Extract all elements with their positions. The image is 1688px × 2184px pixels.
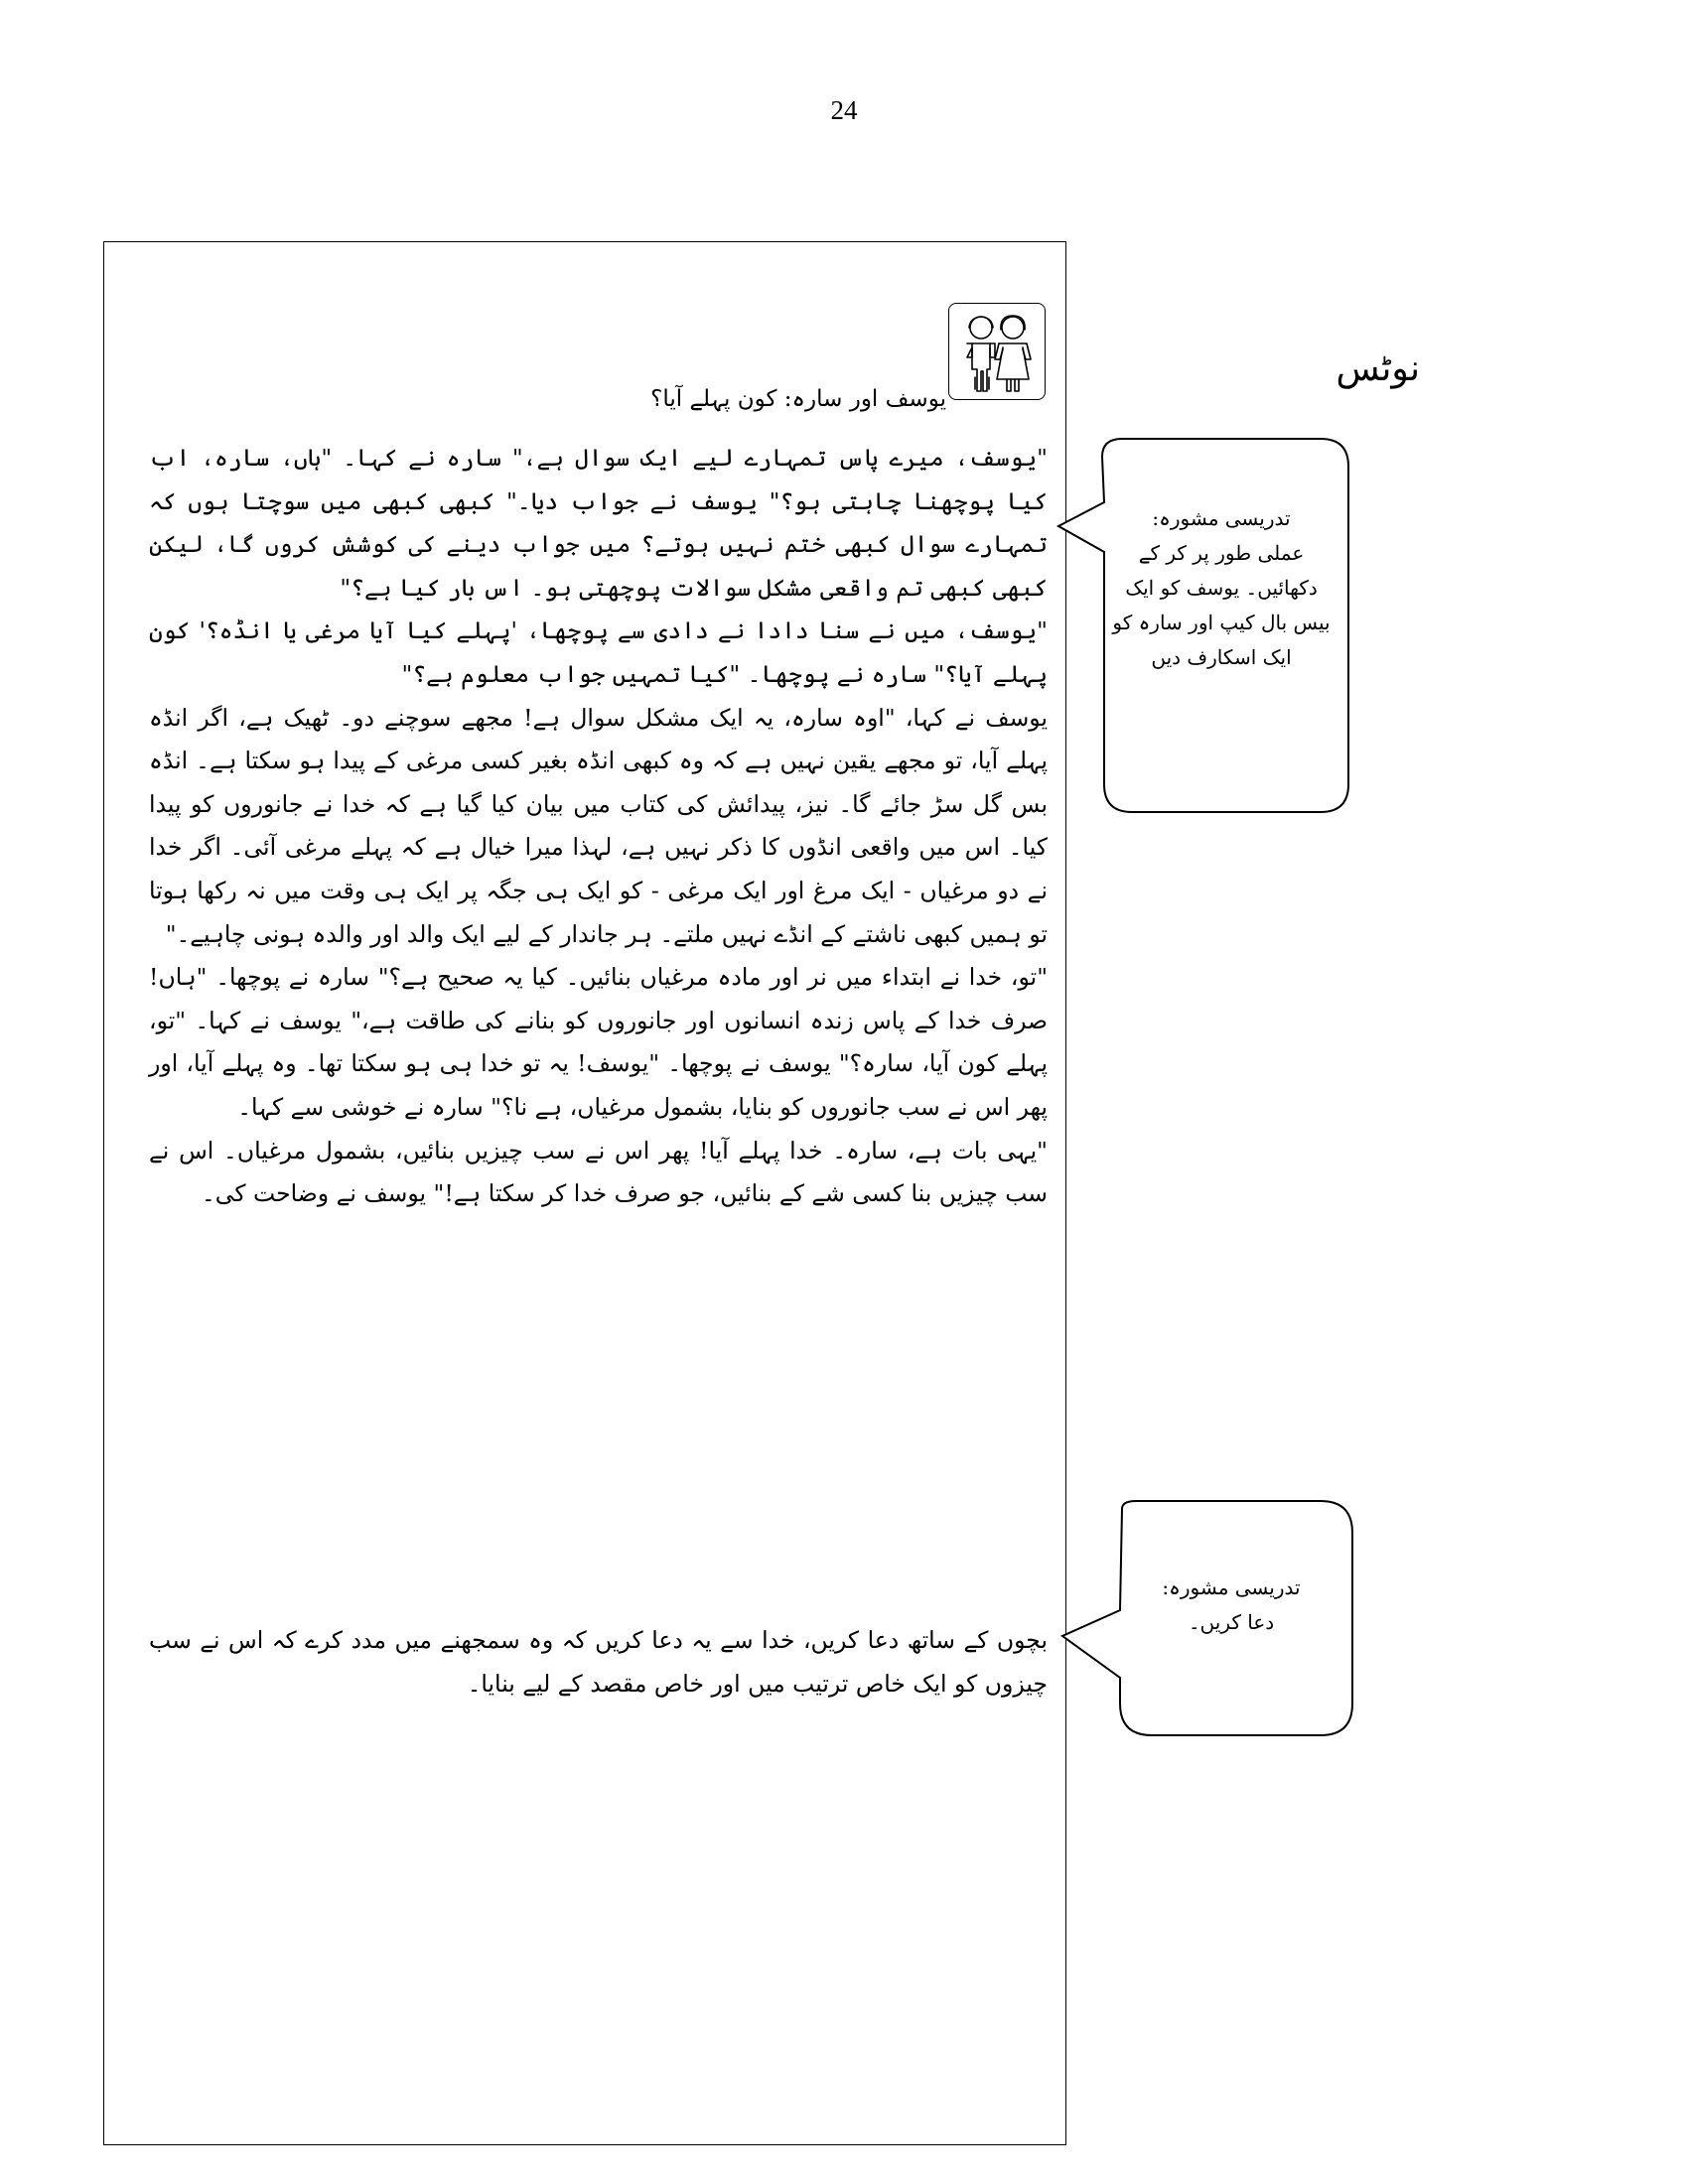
story-paragraph: یوسف نے کہا، "اوہ سارہ، یہ ایک مشکل سوال ہے! مجھے سوچنے دو۔ ٹھیک ہے، اگر انڈہ پہلے آیا، تو مجھے یقین نہیں ہے کہ وہ کبھی انڈہ بغیر کسی مرغی کے پیدا ہو سکتا ہے۔ انڈہ بس گل سڑ جائے گا۔ نیز، پیدائش کی کتاب میں بیان کیا گیا ہے کہ خدا نے جانوروں کو پیدا کیا۔ اس میں واقعی انڈوں کا ذکر نہیں ہے، لہذا میرا خیال ہے کہ پہلے مرغی آئی۔ اگر خدا نے دو مرغیاں - ایک مرغ اور ایک مرغی - کو ایک ہی جگہ پر ایک ہی وقت میں نہ رکھا ہوتا تو ہمیں کبھی ناشتے کے انڈے نہیں ملتے۔ ہر جاندار کے لیے ایک والد اور والدہ ہونی چاہیے۔"	[149, 703, 1048, 948]
prayer-paragraph: بچوں کے ساتھ دعا کریں، خدا سے یہ دعا کریں کہ وہ سمجھنے میں مدد کرے کہ اس نے سب چیزوں کو ایک خاص ترتیب میں اور خاص مقصد کے لیے بنایا۔	[149, 1626, 1048, 1698]
story-paragraph: "یوسف، میرے پاس تمہارے لیے ایک سوال ہے،" سارہ نے کہا۔ "ہاں، سارہ، اب کیا پوچھنا چاہتی ہو؟" یوسف نے جواب دیا۔" کبھی کبھی میں سوچتا ہوں کہ تمہارے سوال کبھی ختم نہیں ہوتے؟ میں جواب دینے کی کوشش کروں گا، لیکن کبھی کبھی تم واقعی مشکل سوالات پوچھتی ہو۔ اس بار کیا ہے؟"	[149, 444, 1048, 602]
story-paragraph: "تو، خدا نے ابتداء میں نر اور مادہ مرغیاں بنائیں۔ کیا یہ صحیح ہے؟" سارہ نے پوچھا۔ "ہاں! صرف خدا کے پاس زندہ انسانوں اور جانوروں کو بنانے کی طاقت ہے،" یوسف نے کہا۔ "تو، پہلے کون آیا، سارہ؟" یوسف نے پوچھا۔ "یوسف! یہ تو خدا ہی ہو سکتا تھا۔ وہ پہلے آیا، اور پھر اس نے سب جانوروں کو بنایا، بشمول مرغیاں، ہے نا؟" سارہ نے خوشی سے کہا۔	[149, 963, 1048, 1121]
page-number: 24	[830, 95, 858, 125]
story-paragraph: "یہی بات ہے، سارہ۔ خدا پہلے آیا! پھر اس نے سب چیزیں بنائیں، بشمول مرغیاں۔ اس نے سب چیزیں بنا کسی شے کے بنائیں، جو صرف خدا کر سکتا ہے!" یوسف نے وضاحت کی۔	[149, 1136, 1048, 1208]
story-title: یوسف اور سارہ: کون پہلے آیا؟	[650, 386, 946, 412]
teaching-tip-line: بیس بال کیپ اور سارہ کو	[1112, 611, 1331, 634]
teaching-tip-line: عملی طور پر کر کے	[1138, 541, 1305, 565]
teaching-tip-line: دکھائیں۔ یوسف کو ایک	[1125, 576, 1318, 600]
notes-label: نوٹس	[1336, 348, 1420, 389]
teaching-tip-line: دعا کریں۔	[1188, 1610, 1275, 1634]
story-body	[149, 437, 1048, 1216]
teaching-tip-line: ایک اسکارف دیں	[1151, 645, 1292, 669]
prayer-instruction	[149, 1618, 1048, 1706]
teaching-tip-line: تدریسی مشورہ:	[1152, 506, 1291, 530]
teaching-tip-2	[1132, 1570, 1331, 1640]
boy-and-girl-icon	[948, 303, 1046, 400]
story-paragraph: "یوسف، میں نے سنا دادا نے دادی سے پوچھا، 'پہلے کیا آیا مرغی یا انڈہ؟' کون پہلے آیا؟" سارہ نے پوچھا۔ "کیا تمہیں جواب معلوم ہے؟"	[149, 616, 1048, 688]
teaching-tip-1	[1112, 501, 1331, 675]
teaching-tip-line: تدریسی مشورہ:	[1162, 1575, 1301, 1599]
